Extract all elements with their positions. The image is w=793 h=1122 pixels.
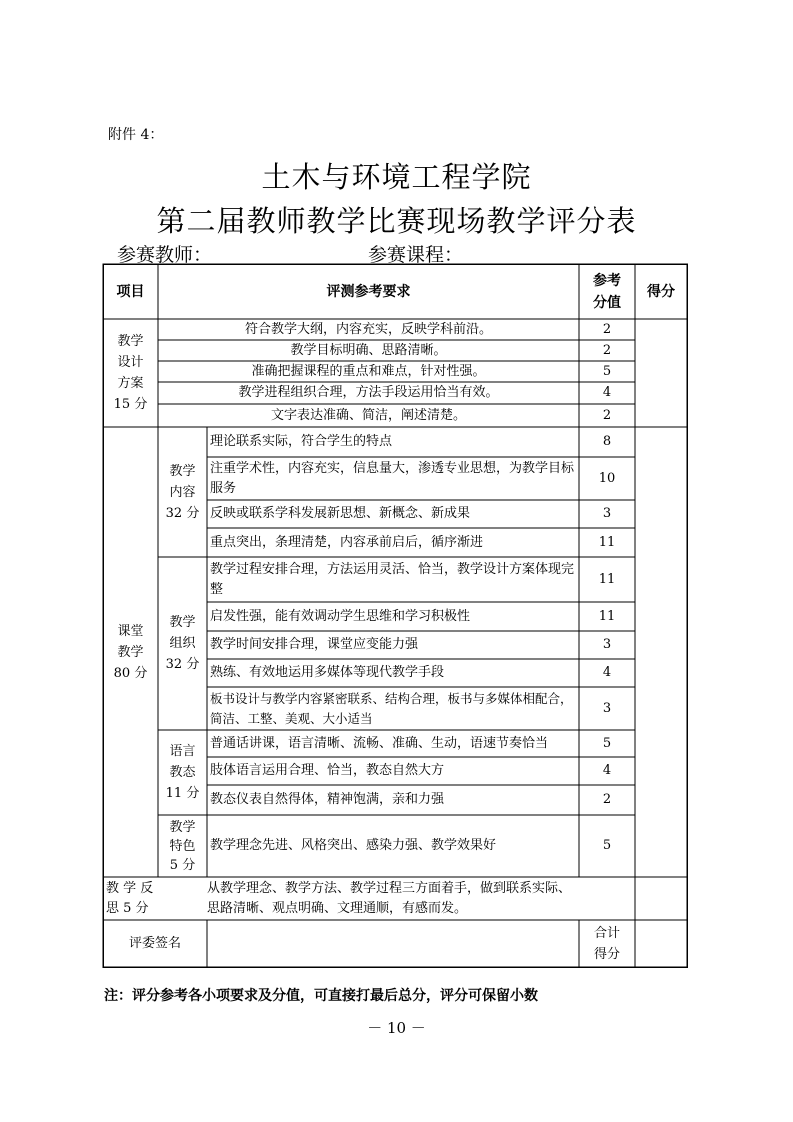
page-title-school: 土木与环境工程学院 xyxy=(261,160,532,194)
organization-requirement: 教学过程安排合理，方法运用灵活、恰当，教学设计方案体现完整 xyxy=(210,561,575,597)
header-ref-score-line2: 分值 xyxy=(593,294,621,311)
content-requirement: 重点突出，条理清楚，内容承前启后，循序渐进 xyxy=(210,534,484,550)
feature-requirement: 教学理念先进、风格突出、感染力强、教学效果好 xyxy=(210,838,497,853)
reflection-label xyxy=(103,877,207,920)
language-requirement: 普通话讲课，语言清晰、流畅、准确、生动，语速节奏恰当 xyxy=(210,735,549,751)
classroom-category-line: 教学 xyxy=(117,644,144,660)
design-category-line: 15 分 xyxy=(113,397,148,412)
subcategory-line: 教学 xyxy=(169,463,196,479)
design-points: 4 xyxy=(602,385,612,400)
subcategory-line: 教学 xyxy=(169,615,196,630)
language-points: 2 xyxy=(602,792,612,807)
subcategory-line: 教态 xyxy=(169,765,196,780)
judge-signature-label: 评委签名 xyxy=(128,935,181,951)
subcategory-line: 32 分 xyxy=(165,505,200,521)
design-points: 2 xyxy=(602,321,612,337)
organization-requirement: 启发性强，能有效调动学生思维和学习积极性 xyxy=(210,608,471,624)
subcategory-line: 特色 xyxy=(169,838,196,854)
organization-requirement: 熟练、有效地运用多媒体等现代教学手段 xyxy=(210,665,445,680)
page-number: － 10 － xyxy=(367,1019,426,1037)
organization-points: 11 xyxy=(598,571,616,587)
organization-points: 4 xyxy=(602,665,612,680)
subcategory-line: 语言 xyxy=(169,744,196,759)
content-points: 8 xyxy=(602,434,612,449)
header-score: 得分 xyxy=(647,283,675,300)
language-requirement: 教态仪表自然得体，精神饱满，亲和力强 xyxy=(210,792,445,807)
organization-requirement: 板书设计与教学内容紧密联系、结构合理，板书与多媒体相配合，简洁、工整、美观、大小适当 xyxy=(210,690,573,726)
classroom-score-field[interactable] xyxy=(635,427,687,877)
reflection-label-line2: 思 5 分 xyxy=(106,900,149,916)
organization-subcategory xyxy=(158,557,207,730)
classroom-category-line: 课堂 xyxy=(117,623,144,639)
content-subcategory xyxy=(158,427,207,557)
design-category xyxy=(103,319,158,427)
course-label: 参赛课程： xyxy=(368,244,464,266)
teacher-label: 参赛教师： xyxy=(117,244,213,266)
total-score-label xyxy=(579,920,635,967)
classroom-category-line: 80 分 xyxy=(113,665,148,681)
content-requirement: 反映或联系学科发展新思想、新概念、新成果 xyxy=(210,506,471,521)
subcategory-line: 教学 xyxy=(169,819,196,835)
classroom-category xyxy=(103,427,158,877)
header-item: 项目 xyxy=(116,283,145,300)
total-score-label-line1: 合计 xyxy=(593,925,620,941)
judge-signature-field[interactable] xyxy=(207,920,579,967)
reflection-requirement: 从教学理念、教学方法、教学过程三方面着手，做到联系实际、思路清晰、观点明确、文理通顺，有感而发。 xyxy=(207,880,572,916)
content-requirement: 理论联系实际，符合学生的特点 xyxy=(210,434,393,449)
total-score-label-line2: 得分 xyxy=(593,946,620,962)
language-points: 4 xyxy=(602,763,612,778)
header-ref-score xyxy=(579,264,635,319)
subcategory-line: 11 分 xyxy=(165,786,200,801)
organization-points: 3 xyxy=(602,700,612,716)
content-points: 3 xyxy=(602,506,612,521)
language-requirement: 肢体语言运用合理、恰当，教态自然大方 xyxy=(210,763,445,778)
organization-points: 3 xyxy=(602,637,612,652)
design-requirement: 准确把握课程的重点和难点，针对性强。 xyxy=(251,363,486,379)
organization-points: 11 xyxy=(598,608,616,624)
design-points: 2 xyxy=(602,342,612,358)
subcategory-line: 32 分 xyxy=(165,657,200,672)
language-points: 5 xyxy=(602,735,612,751)
reflection-label-line1: 教 学 反 xyxy=(106,880,154,896)
design-points: 5 xyxy=(602,363,612,379)
content-points: 10 xyxy=(598,470,616,486)
design-score-field[interactable] xyxy=(635,319,687,427)
design-requirement: 文字表达准确、简洁，阐述清楚。 xyxy=(270,407,466,423)
page-title-form: 第二届教师教学比赛现场教学评分表 xyxy=(156,204,637,238)
footnote: 注：评分参考各小项要求及分值，可直接打最后总分，评分可保留小数 xyxy=(104,988,538,1004)
content-points: 11 xyxy=(598,534,616,550)
design-category-line: 教学 xyxy=(117,334,144,349)
subcategory-line: 5 分 xyxy=(169,857,196,873)
reflection-score-field[interactable] xyxy=(635,877,687,920)
design-requirement: 符合教学大纲，内容充实，反映学科前沿。 xyxy=(244,321,492,337)
header-ref-score-line1: 参考 xyxy=(593,272,621,289)
organization-requirement: 教学时间安排合理，课堂应变能力强 xyxy=(210,637,419,652)
design-category-line: 设计 xyxy=(117,355,144,370)
feature-subcategory xyxy=(158,815,207,877)
language-subcategory xyxy=(158,730,207,815)
subcategory-line: 内容 xyxy=(169,484,196,500)
design-points: 2 xyxy=(602,407,612,423)
design-category-line: 方案 xyxy=(117,376,144,391)
attachment-label: 附件 4： xyxy=(108,127,164,143)
subcategory-line: 组织 xyxy=(169,636,196,651)
header-requirements: 评测参考要求 xyxy=(326,283,411,300)
total-score-field[interactable] xyxy=(635,920,687,967)
content-requirement: 注重学术性，内容充实，信息量大，渗透专业思想，为教学目标服务 xyxy=(210,460,575,496)
design-requirement: 教学进程组织合理，方法手段运用恰当有效。 xyxy=(238,385,499,400)
feature-points: 5 xyxy=(602,838,612,853)
design-requirement: 教学目标明确、思路清晰。 xyxy=(290,342,447,358)
